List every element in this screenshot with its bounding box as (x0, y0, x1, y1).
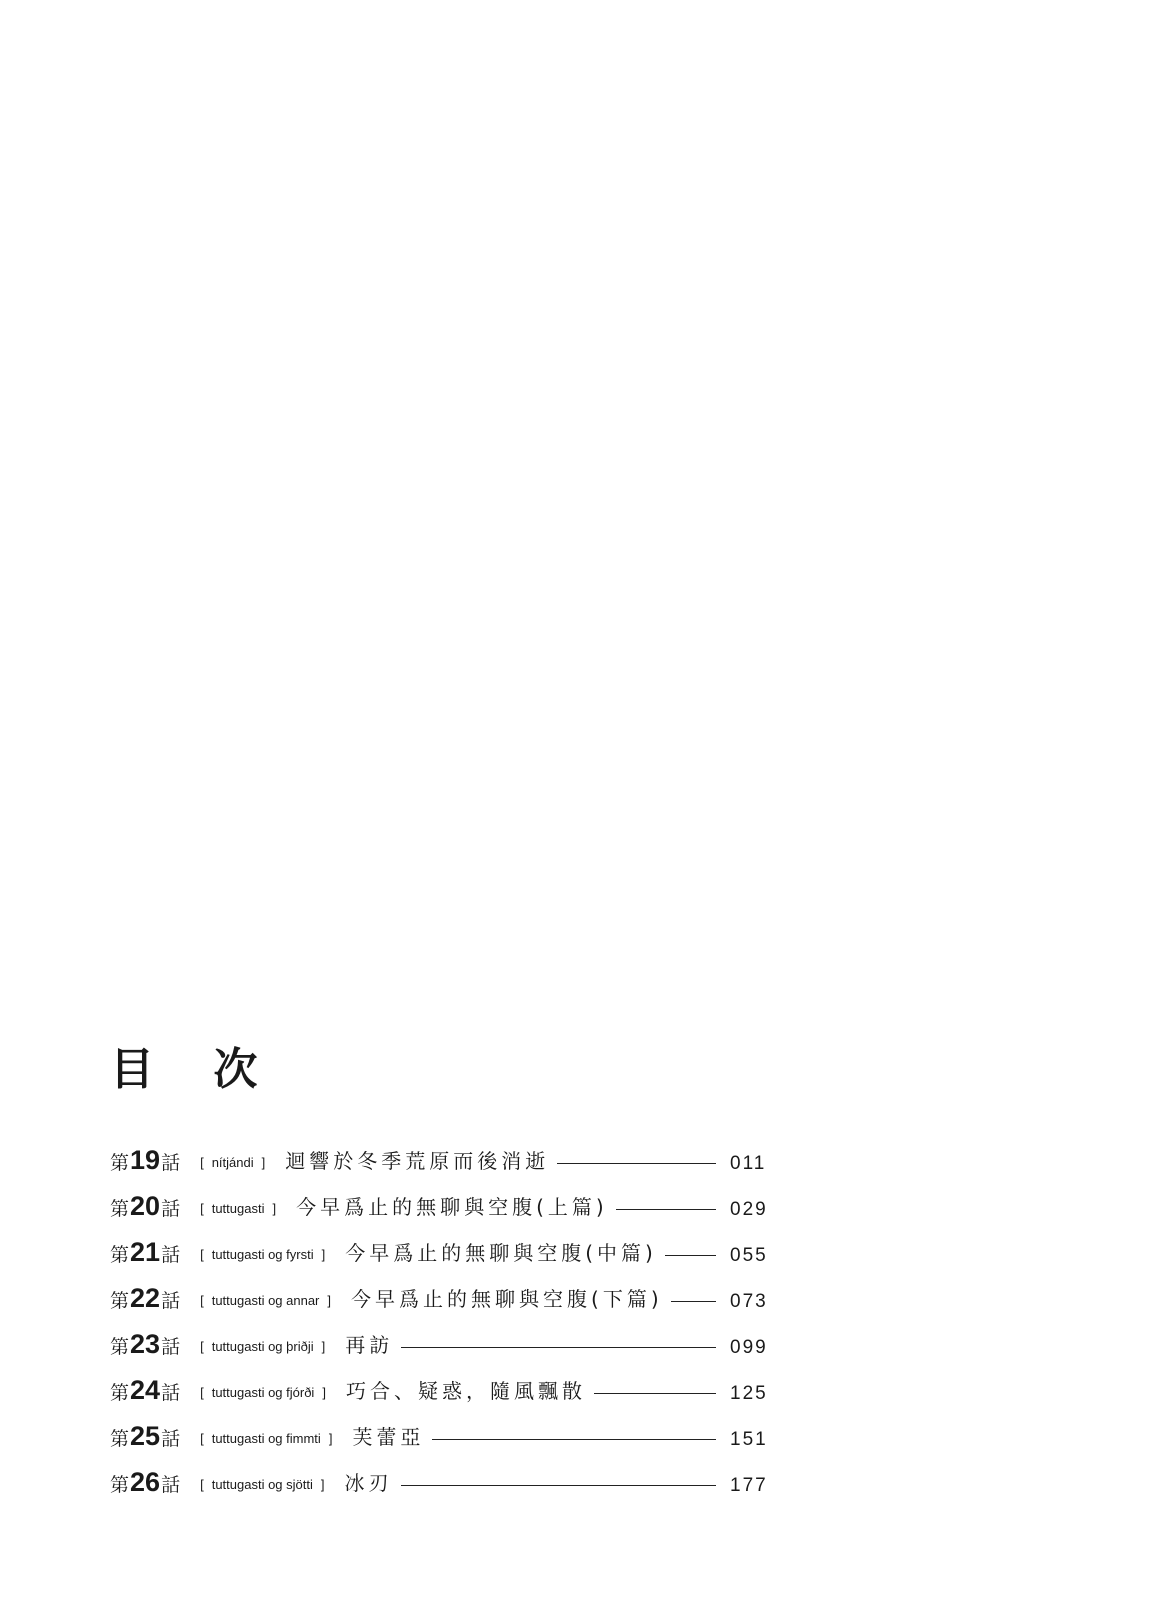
episode-label: 第 26 話 (110, 1467, 181, 1497)
episode-number: 23 (130, 1329, 161, 1359)
toc-entry[interactable] (110, 1176, 770, 1222)
episode-subtitle: [ tuttugasti og annar ] (200, 1293, 332, 1308)
episode-number: 24 (130, 1375, 161, 1405)
dot-leader (671, 1301, 716, 1302)
dot-leader (616, 1209, 716, 1210)
page-number: 125 (730, 1383, 768, 1404)
page-number: 099 (730, 1337, 768, 1358)
episode-label: 第 19 話 (110, 1145, 181, 1175)
toc-heading: 目 次 (110, 1044, 280, 1095)
chapter-title: 今早爲止的無聊與空腹(上篇) (296, 1195, 608, 1219)
episode-subtitle: [ tuttugasti ] (200, 1201, 277, 1216)
dot-leader (432, 1439, 716, 1440)
chapter-title: 再訪 (345, 1333, 394, 1357)
dot-leader (401, 1347, 716, 1348)
episode-subtitle: [ tuttugasti og þriðji ] (200, 1339, 326, 1354)
dot-leader (557, 1163, 716, 1164)
episode-label: 第 20 話 (110, 1191, 181, 1221)
dot-leader (594, 1393, 716, 1394)
dot-leader (401, 1485, 717, 1486)
page-number: 029 (730, 1199, 768, 1220)
episode-label: 第 22 話 (110, 1283, 181, 1313)
page-number: 151 (730, 1429, 768, 1450)
episode-subtitle: [ tuttugasti og fyrsti ] (200, 1247, 326, 1262)
episode-subtitle: [ tuttugasti og fjórði ] (200, 1385, 326, 1400)
page-number: 055 (730, 1245, 768, 1266)
chapter-title: 今早爲止的無聊與空腹(中篇) (345, 1241, 657, 1265)
episode-number: 26 (130, 1467, 161, 1497)
episode-number: 21 (130, 1237, 161, 1267)
toc-entry[interactable] (110, 1268, 770, 1314)
episode-label: 第 21 話 (110, 1237, 181, 1267)
episode-number: 20 (130, 1191, 161, 1221)
page-number: 011 (730, 1153, 767, 1174)
episode-subtitle: [ tuttugasti og fimmti ] (200, 1431, 333, 1446)
episode-number: 25 (130, 1421, 161, 1451)
toc-entry[interactable] (110, 1314, 770, 1360)
episode-number: 22 (130, 1283, 161, 1313)
chapter-title: 芙蕾亞 (352, 1425, 425, 1449)
table-of-contents (110, 1040, 770, 1498)
chapter-title: 迴響於冬季荒原而後消逝 (285, 1149, 550, 1173)
page-number: 177 (730, 1475, 768, 1496)
page-number: 073 (730, 1291, 768, 1312)
toc-entry[interactable] (110, 1130, 770, 1176)
toc-list (110, 1130, 770, 1498)
chapter-title: 今早爲止的無聊與空腹(下篇) (351, 1287, 663, 1311)
chapter-title: 巧合、疑惑，隨風飄散 (345, 1379, 586, 1403)
episode-subtitle: [ nítjándi ] (200, 1155, 266, 1170)
chapter-title: 冰刃 (344, 1471, 393, 1495)
episode-subtitle: [ tuttugasti og sjötti ] (200, 1477, 325, 1492)
toc-entry[interactable] (110, 1360, 770, 1406)
toc-entry[interactable] (110, 1222, 770, 1268)
toc-entry[interactable] (110, 1452, 770, 1498)
dot-leader (665, 1255, 716, 1256)
episode-label: 第 24 話 (110, 1375, 181, 1405)
toc-entry[interactable] (110, 1406, 770, 1452)
episode-label: 第 23 話 (110, 1329, 181, 1359)
episode-label: 第 25 話 (110, 1421, 181, 1451)
episode-number: 19 (130, 1145, 161, 1175)
